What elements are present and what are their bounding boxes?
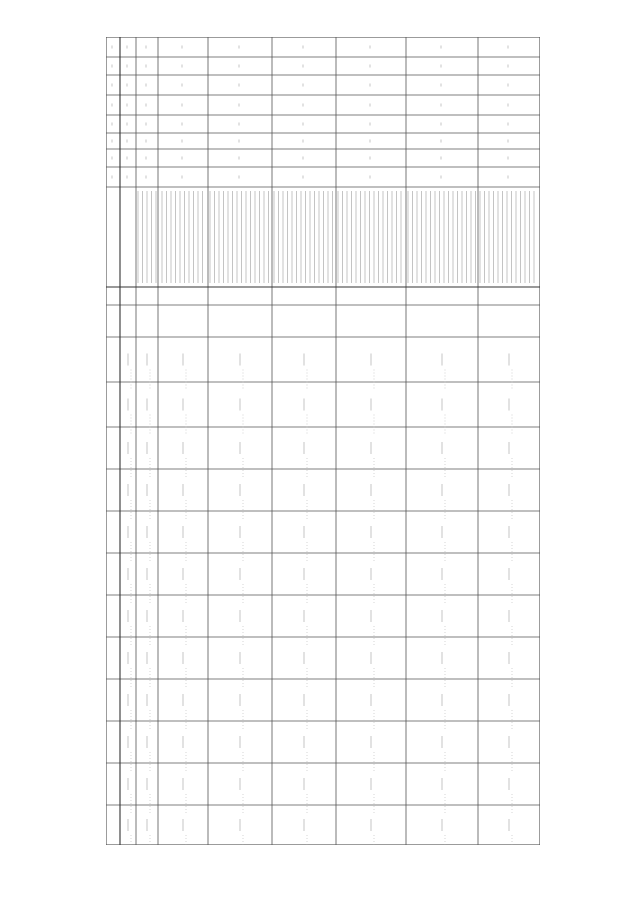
rotated-data-table (106, 37, 540, 845)
rotated-text-blocks (112, 46, 534, 284)
grid-lines (106, 37, 540, 845)
table-border (106, 37, 540, 845)
table-grid (106, 37, 540, 845)
